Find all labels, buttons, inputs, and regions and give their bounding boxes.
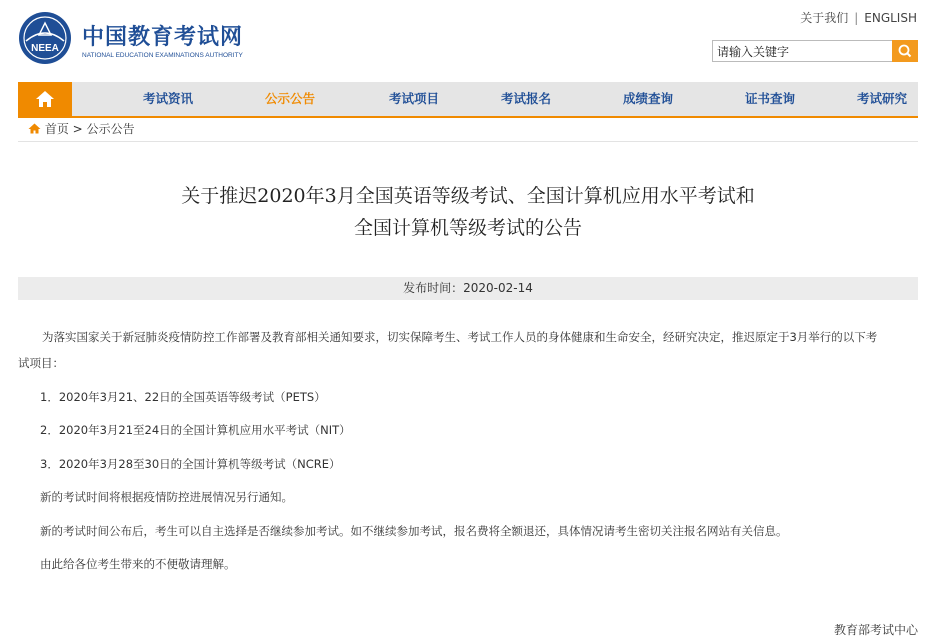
breadcrumb-separator: > [72, 122, 83, 136]
list-item: 2．2020年3月21至24日的全国计算机应用水平考试（NIT） [40, 423, 351, 437]
intro-line-1: 为落实国家关于新冠肺炎疫情防控工作部署及教育部相关通知要求，切实保障考生、考试工作人员的身体健康和生命安全，经研究决定，推迟原定于3月举行的以下考 [42, 330, 878, 344]
breadcrumb-divider [18, 141, 918, 142]
article-title-line2: 全国计算机等级考试的公告 [353, 217, 582, 239]
breadcrumb [28, 120, 135, 137]
publish-label: 发布时间： [403, 281, 464, 295]
signature: 教育部考试中心 [833, 623, 918, 637]
nav-item-registration[interactable]: 考试报名 [500, 91, 551, 106]
list-item: 1．2020年3月21、22日的全国英语等级考试（PETS） [40, 390, 326, 404]
site-name-cn: 中国教育考试网 [82, 25, 244, 50]
article-title [18, 180, 918, 244]
home-small-icon [28, 123, 41, 134]
nav-item-exam-projects[interactable]: 考试项目 [388, 91, 439, 106]
site-logo[interactable] [18, 10, 248, 70]
publish-date: 2020-02-14 [463, 281, 533, 295]
nav-home-button[interactable] [18, 82, 72, 116]
nav-item-announcements[interactable]: 公示公告 [264, 91, 315, 106]
publish-date-bar [18, 277, 918, 300]
paragraph: 由此给各位考生带来的不便敬请理解。 [40, 557, 236, 571]
breadcrumb-current[interactable]: 公示公告 [86, 122, 135, 136]
search-button[interactable] [892, 40, 918, 62]
list-item: 3．2020年3月28至30日的全国计算机等级考试（NCRE） [40, 457, 341, 471]
search-box [712, 40, 918, 62]
paragraph: 新的考试时间公布后，考生可以自主选择是否继续参加考试。如不继续参加考试，报名费将全额退还，具体情况请考生密切关注报名网站有关信息。 [40, 524, 788, 538]
top-links-separator: | [854, 11, 859, 25]
main-nav [18, 82, 918, 118]
article-title-line1: 关于推迟2020年3月全国英语等级考试、全国计算机应用水平考试和 [181, 185, 755, 207]
top-links [800, 9, 917, 26]
nav-item-research[interactable]: 考试研究 [856, 91, 907, 106]
home-icon [18, 82, 72, 116]
nav-item-score-query[interactable]: 成绩查询 [622, 91, 673, 106]
english-link[interactable]: ENGLISH [864, 11, 917, 25]
paragraph: 新的考试时间将根据疫情防控进展情况另行通知。 [40, 490, 293, 504]
about-us-link[interactable]: 关于我们 [800, 11, 849, 25]
site-name-en: NATIONAL EDUCATION EXAMINATIONS AUTHORITY [82, 52, 243, 59]
neea-emblem-icon [18, 11, 72, 65]
logo-emblem-text: NEEA [31, 43, 59, 54]
nav-item-certificate-query[interactable]: 证书查询 [744, 91, 795, 106]
search-icon [892, 40, 918, 62]
intro-line-2: 试项目： [18, 356, 64, 370]
nav-item-news[interactable]: 考试资讯 [142, 91, 193, 106]
search-input[interactable] [712, 40, 900, 62]
breadcrumb-home[interactable]: 首页 [44, 122, 69, 136]
